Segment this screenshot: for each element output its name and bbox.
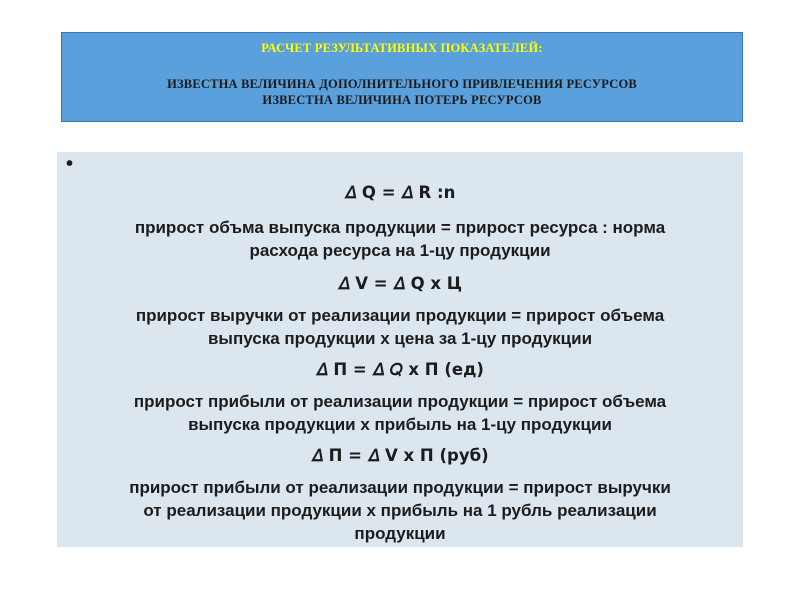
formula-profit-per-ruble-description-line-2: от реализации продукции х прибыль на 1 рубль реализации [143,501,657,520]
formula-revenue-description-line-1: прирост выручки от реализации продукции = прирост объема [135,306,665,325]
formula-profit-per-unit-description-line-1: прирост прибыли от реализации продукции = прирост объема [133,392,667,411]
title-subline-2: ИЗВЕСТНА ВЕЛИЧИНА ПОТЕРЬ РЕСУРСОВ [262,93,542,107]
formula-profit-per-unit-description-line-2: выпуска продукции х прибыль на 1-цу продукции [188,415,612,434]
bullet-marker: • [66,153,74,175]
formula-output-description-line-1: прирост объма выпуска продукции = прирост ресурса : норма [134,218,666,237]
formula-revenue-increase: 𝛥 V = 𝛥 Q х Ц [337,274,463,293]
title-subline-1: ИЗВЕСТНА ВЕЛИЧИНА ДОПОЛНИТЕЛЬНОГО ПРИВЛЕЧЕНИЯ РЕСУРСОВ [167,77,637,91]
slide-title: РАСЧЕТ РЕЗУЛЬТАТИВНЫХ ПОКАЗАТЕЛЕЙ: [261,41,543,55]
slide-content-box [57,152,743,547]
formula-profit-per-ruble-description-line-1: прирост прибыли от реализации продукции = прирост выручки [129,478,671,497]
slide-title-box [61,32,743,122]
formula-revenue-description-line-2: выпуска продукции х цена за 1-цу продукции [207,329,593,348]
formula-profit-per-unit: 𝛥 П = 𝛥 𝑄 х П (ед) [316,360,484,379]
formula-output-increase: 𝛥 Q = 𝛥 R :n [344,183,456,202]
formula-profit-per-ruble: 𝛥 П = 𝛥 V х П (руб) [311,446,489,465]
formula-profit-per-ruble-description-line-3: продукции [354,524,446,543]
formula-output-description-line-2: расхода ресурса на 1-цу продукции [249,241,551,260]
